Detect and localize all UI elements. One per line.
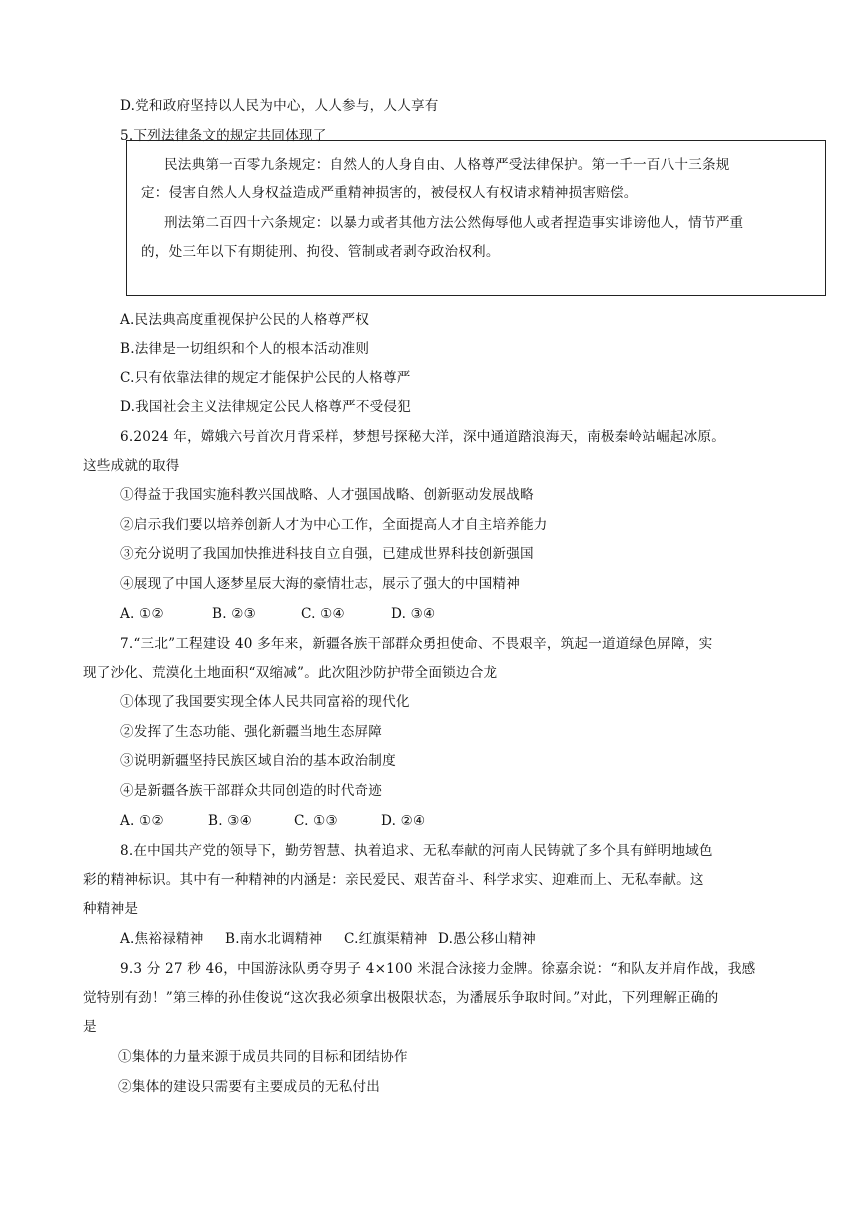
q6-item: ④展现了中国人逐梦星辰大海的豪情壮志，展示了强大的中国精神	[120, 576, 521, 592]
q5-option-d: D.我国社会主义法律规定公民人格尊严不受侵犯	[120, 399, 412, 415]
q8-choice-d: D.愚公移山精神	[438, 931, 536, 947]
q6-choice-c: C. ①④	[301, 606, 345, 622]
q8-stem: 种精神是	[83, 901, 139, 917]
q5-quote-line: 刑法第二百四十六条规定：以暴力或者其他方法公然侮辱他人或者捏造事实诽谤他人，情节严重	[164, 215, 744, 231]
q7-choice-c: C. ①③	[294, 813, 338, 829]
q5-option-b: B.法律是一切组织和个人的根本活动准则	[120, 341, 370, 357]
q7-item: ④是新疆各族干部群众共同创造的时代奇迹	[120, 783, 383, 799]
q6-item: ③充分说明了我国加快推进科技自立自强，已建成世界科技创新强国	[120, 546, 534, 562]
q6-choice-a: A. ①②	[120, 606, 164, 622]
q8-choice-b: B.南水北调精神	[225, 931, 323, 947]
q7-choice-a: A. ①②	[120, 813, 164, 829]
q7-stem: 现了沙化、荒漠化土地面积“双缩减”。此次阻沙防护带全面锁边合龙	[83, 665, 498, 681]
q5-quote-line: 民法典第一百零九条规定：自然人的人身自由、人格尊严受法律保护。第一千一百八十三条规	[164, 157, 730, 173]
q6-stem: 这些成就的取得	[83, 458, 180, 474]
q9-item: ②集体的建设只需要有主要成员的无私付出	[118, 1079, 381, 1095]
q5-quote-line: 的，处三年以下有期徒刑、拘役、管制或者剥夺政治权利。	[141, 244, 500, 260]
q6-item: ①得益于我国实施科教兴国战略、人才强国战略、创新驱动发展战略	[120, 487, 534, 503]
q5-stem: 5.下列法律条文的规定共同体现了	[120, 128, 327, 144]
q6-item: ②启示我们要以培养创新人才为中心工作，全面提高人才自主培养能力	[120, 517, 548, 533]
q7-item: ②发挥了生态功能、强化新疆当地生态屏障	[120, 724, 383, 740]
q8-choice-c: C.红旗渠精神	[344, 931, 428, 947]
q9-item: ①集体的力量来源于成员共同的目标和团结协作	[118, 1049, 408, 1065]
q8-stem: 8.在中国共产党的领导下，勤劳智慧、执着追求、无私奉献的河南人民铸就了多个具有鲜明地域色	[120, 843, 713, 859]
q7-choice-b: B. ③④	[208, 813, 253, 829]
q7-item: ③说明新疆坚持民族区域自治的基本政治制度	[120, 753, 396, 769]
q5-quote-line: 定：侵害自然人人身权益造成严重精神损害的，被侵权人有权请求精神损害赔偿。	[141, 185, 638, 201]
q5-option-a: A.民法典高度重视保护公民的人格尊严权	[120, 312, 370, 328]
q6-choice-b: B. ②③	[212, 606, 257, 622]
q8-choice-a: A.焦裕禄精神	[120, 931, 204, 947]
q6-choice-d: D. ③④	[391, 606, 436, 622]
q7-item: ①体现了我国要实现全体人民共同富裕的现代化	[120, 694, 410, 710]
q9-stem: 是	[83, 1019, 97, 1035]
q8-stem: 彩的精神标识。其中有一种精神的内涵是：亲民爱民、艰苦奋斗、科学求实、迎难而上、无私奉献。这	[83, 872, 704, 888]
q6-stem: 6.2024 年，嫦娥六号首次月背采样，梦想号探秘大洋，深中通道踏浪海天，南极秦岭站崛起冰原。	[120, 429, 726, 445]
q5-option-c: C.只有依靠法律的规定才能保护公民的人格尊严	[120, 370, 411, 386]
q4-option-d: D.党和政府坚持以人民为中心，人人参与，人人享有	[120, 98, 439, 114]
q7-choice-d: D. ②④	[381, 813, 426, 829]
q9-stem: 觉特别有劲！”第三棒的孙佳俊说“这次我必须拿出极限状态，为潘展乐争取时间。”对此，下列理解正确的	[83, 990, 719, 1006]
q7-stem: 7.“三北”工程建设 40 多年来，新疆各族干部群众勇担使命、不畏艰辛，筑起一道道绿色屏障，实	[120, 636, 713, 652]
q9-stem: 9.3 分 27 秒 46，中国游泳队勇夺男子 4×100 米混合泳接力金牌。徐嘉余说：“和队友并肩作战，我感	[120, 961, 756, 977]
